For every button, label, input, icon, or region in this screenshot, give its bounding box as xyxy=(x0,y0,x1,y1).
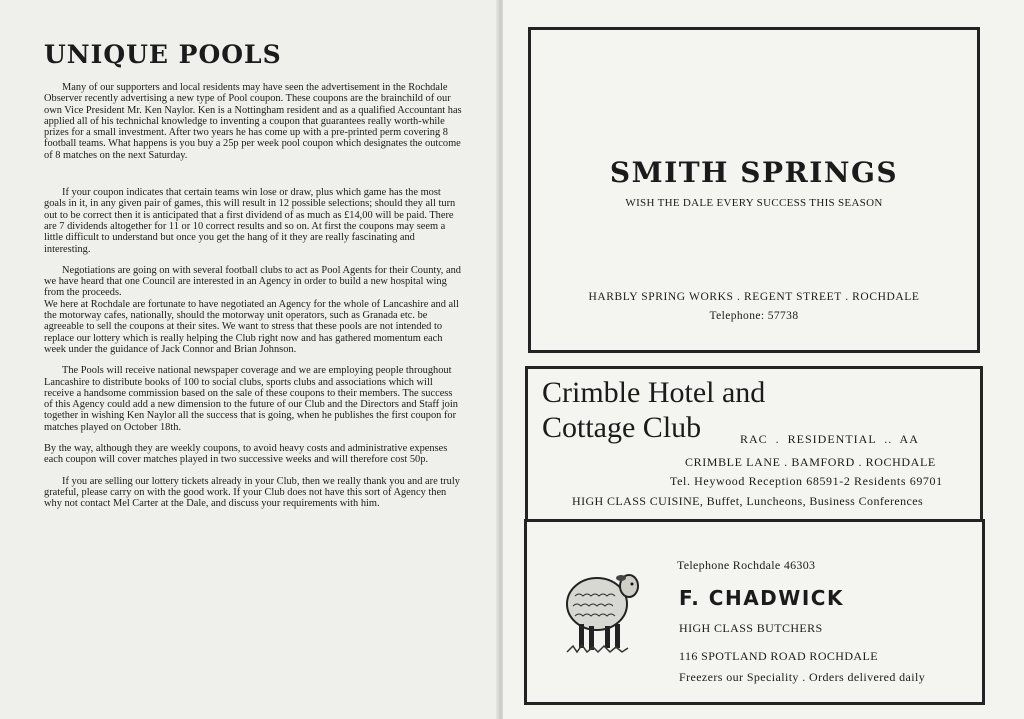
article-body xyxy=(44,82,462,520)
chadwick-telephone: Telephone Rochdale 46303 xyxy=(677,558,816,572)
smith-springs-address: HARBLY SPRING WORKS . REGENT STREET . ROCHDALE xyxy=(588,291,920,303)
chadwick-name: F. CHADWICK xyxy=(679,586,844,610)
sheep-illustration xyxy=(563,556,643,660)
left-page xyxy=(0,0,500,719)
crimble-name-line1: Crimble Hotel and xyxy=(542,376,766,409)
crimble-hotel-name xyxy=(542,375,765,445)
article-paragraph: By the way, although they are weekly coupons, to avoid heavy costs and administrative expenses each coupon will cover matches played in two successive weeks and will therefore cost 50p. xyxy=(44,443,448,466)
article-paragraph: We here at Rochdale are fortunate to have negotiated an Agency for the whole of Lancashire and all the motorway cafes, nationally, should the motorway unit operators, such as Granada etc. be agreeable to sell the coupons at their sites. We want to stress that these pools are not intended to replace our lottery which is really helping the Club right now and has gathered momentum each week under the guidance of Jack Connor and Brian Johnson. xyxy=(44,298,459,355)
smith-springs-telephone: Telephone: 57738 xyxy=(709,310,799,322)
article-paragraph: If you are selling our lottery tickets already in your Club, then we really thank you and are truly grateful, please carry on with the good work. If your Club does not have this sort of Agency then why not contact Mel Carter at the Dale, and discuss your requirements with him. xyxy=(44,475,460,510)
smith-springs-name: SMITH SPRINGS xyxy=(609,156,899,189)
chadwick-trade: HIGH CLASS BUTCHERS xyxy=(679,621,823,635)
article-paragraph: The Pools will receive national newspaper coverage and we are employing people throughout Lancashire to distribute books of 100 to social clubs, sports clubs and associations which will receive a handsome commission based on the sale of these coupons to their members. The success of this Agency could add a new dimension to the future of our Club and the Directors and Staff join together in wishing Ken Naylor all the success that is going, when he publishes the first coupon for matches played on October 18th. xyxy=(44,365,458,433)
crimble-name-line2: Cottage Club xyxy=(542,411,702,444)
crimble-telephone: Tel. Heywood Reception 68591-2 Residents 69701 xyxy=(670,474,943,488)
article-title: UNIQUE POOLS xyxy=(44,40,282,69)
smith-springs-ad xyxy=(528,27,980,353)
article-paragraph: If your coupon indicates that certain teams win lose or draw, plus which game has the most goals in it, in any given pair of games, this will result in 12 possible selections; should they all turn out to be correct then it is anticipated that a first dividend of as much as £14,00 will be paid. There are 7 dividends altogether for 11 or 10 correct results and so on. At first the coupons may seem a little difficult to understand but once you get the hang of it they are really fascinating and interesting. xyxy=(44,187,456,255)
article-paragraph: Many of our supporters and local residents may have seen the advertisement in the Rochdale Observer recently advertising a new type of Pool coupon. These coupons are the brainchild of our own Vice President Mr. Ken Naylor. Ken is a Nottingham resident and as a qualified Accountant has applied all of his technichal knowledge to inventing a coupon that guarantees really worth-while prizes for a small investment. After two years he has come up with a pre-printed perm covering 8 football teams. What happens is you buy a 25p per week pool coupon which designates the outcome of 8 matches on the next Saturday. xyxy=(44,82,462,161)
crimble-cuisine: HIGH CLASS CUISINE, Buffet, Luncheons, Business Conferences xyxy=(572,494,924,508)
chadwick-speciality: Freezers our Speciality . Orders delivered daily xyxy=(679,670,926,684)
article-paragraph: Negotiations are going on with several football clubs to act as Pool Agents for their County, and we have heard that one Council are interested in an Agency in order to build a new hospital wing from the proceeds. xyxy=(44,264,461,299)
crimble-address: CRIMBLE LANE . BAMFORD . ROCHDALE xyxy=(685,455,936,469)
smith-springs-tagline: WISH THE DALE EVERY SUCCESS THIS SEASON xyxy=(625,197,883,209)
crimble-badges: RAC . RESIDENTIAL .. AA xyxy=(740,432,919,446)
crimble-hotel-ad xyxy=(525,366,983,523)
chadwick-address: 116 SPOTLAND ROAD ROCHDALE xyxy=(679,649,878,663)
chadwick-ad xyxy=(524,519,985,705)
